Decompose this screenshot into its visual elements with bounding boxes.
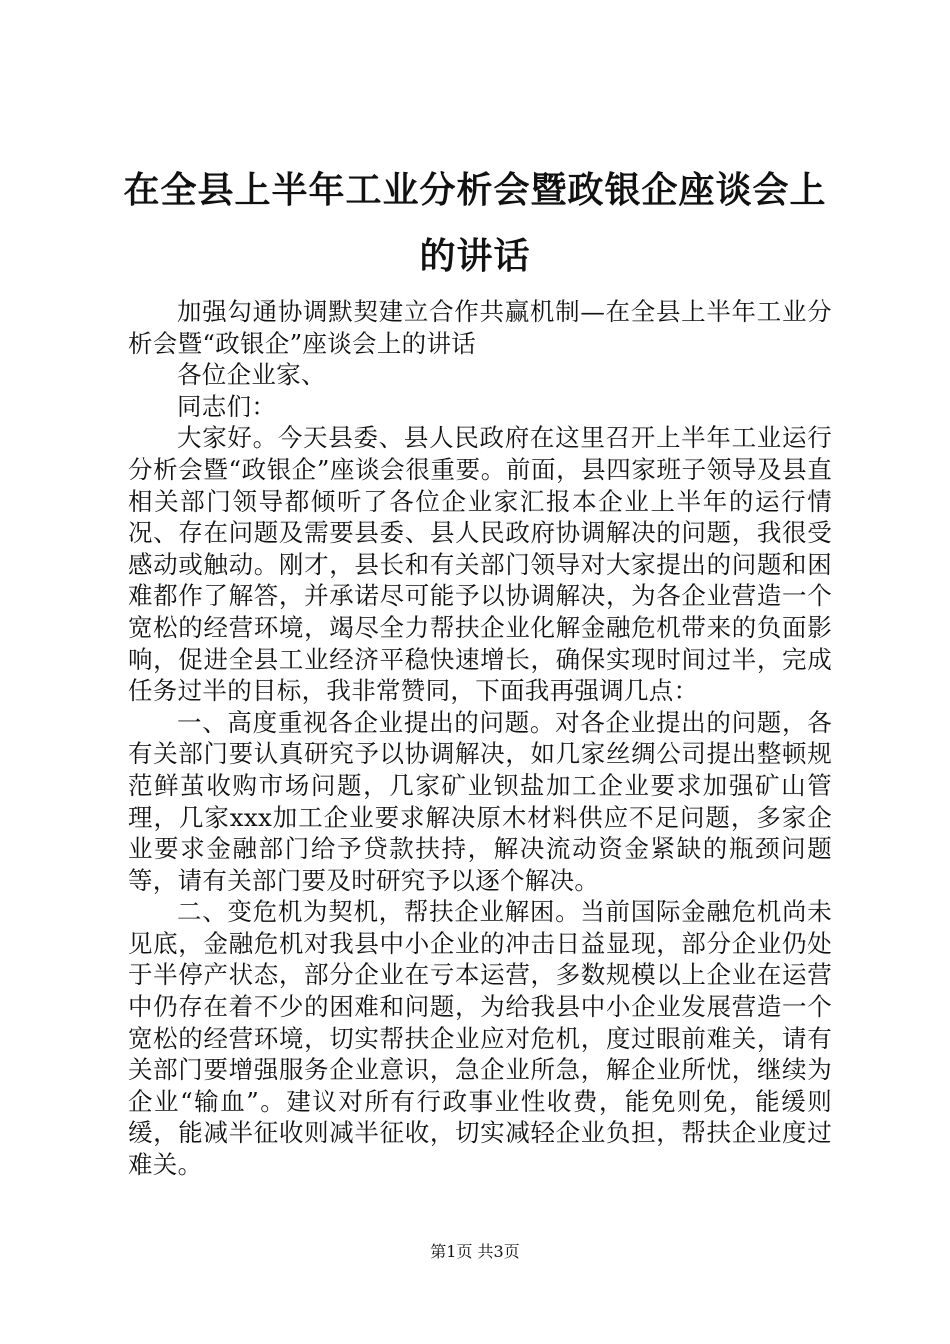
subtitle-paragraph: 加强勾通协调默契建立合作共赢机制—在全县上半年工业分析会暨“政银企”座谈会上的讲话 [128,297,832,358]
page-number: 第1页 共3页 [430,1242,520,1261]
body-paragraph: 二、变危机为契机，帮扶企业解困。当前国际金融危机尚未见底，金融危机对我县中小企业的冲击日益显现，部分企业仍处于半停产状态，部分企业在亏本运营，多数规模以上企业在运营中仍存在着不少的困难和问题，为给我县中小企业发展营造一个宽松的经营环境，切实帮扶企业应对危机，度过眼前难关，请有关部门要增强服务企业意识，急企业所急，解企业所忧，继续为企业“输血”。建议对所有行政事业性收费，能免则免，能缓则缓，能减半征收则减半征收，切实减轻企业负担，帮扶企业度过难关。 [128,897,832,1180]
body-paragraph: 一、高度重视各企业提出的问题。对各企业提出的问题，各有关部门要认真研究予以协调解决，如几家丝绸公司提出整顿规范鲜茧收购市场问题，几家矿业钡盐加工企业要求加强矿山管理，几家xxx加工企业要求解决原木材料供应不足问题，多家企业要求金融部门给予贷款扶持，解决流动资金紧缺的瓶颈问题等，请有关部门要及时研究予以逐个解决。 [128,707,832,895]
body-paragraph: 大家好。今天县委、县人民政府在这里召开上半年工业运行分析会暨“政银企”座谈会很重要。前面，县四家班子领导及县直相关部门领导都倾听了各位企业家汇报本企业上半年的运行情况、存在问题及需要县委、县人民政府协调解决的问题，我很受感动或触动。刚才，县长和有关部门领导对大家提出的问题和困难都作了解答，并承诺尽可能予以协调解决，为各企业营造一个宽松的经营环境，竭尽全力帮扶企业化解金融危机带来的负面影响，促进全县工业经济平稳快速增长，确保实现时间过半，完成任务过半的目标，我非常赞同，下面我再强调几点： [128,423,832,706]
salutation-line: 各位企业家、 [177,360,326,390]
document-title: 在全县上半年工业分析会暨政银企座谈会上的讲话 [123,170,827,277]
document-body [128,296,832,1181]
salutation-line: 同志们： [177,391,277,421]
